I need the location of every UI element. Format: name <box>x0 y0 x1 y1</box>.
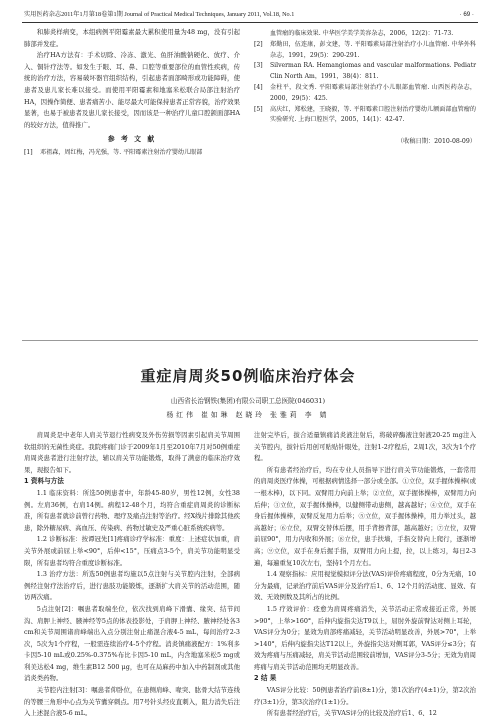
reference-item <box>254 61 476 83</box>
paragraph: 和肺炎样病变，本组病例平阳霉素最大累积使用量为48 mg，没有引起肺部并发症。 <box>24 28 240 48</box>
section-heading: 1 资料与方法 <box>24 477 64 486</box>
reference-text: 高庆红，郑松建，王晓毅，等. 平阳霉素口腔注射治疗婴幼儿额面部血管瘤的实验研究. 上海口腔医学，2005，14(1)：42-47. <box>270 105 476 124</box>
article-column-right <box>254 430 476 718</box>
reference-text: 郑勤田，伍连康，彭文建，等. 平阳霉素局部注射治疗小儿血管瘤. 中华外科杂志，1991，29(5)：290-291. <box>270 40 476 59</box>
reference-number <box>254 29 270 40</box>
previous-article-column-left <box>24 27 240 159</box>
affiliation: 山西省长治钢铁(集团)有限公司职工总医院(046031) <box>170 397 326 405</box>
paragraph: 1.2 诊断标准：按谭冠先[1]疼痛诊疗学标准：重度：上述症状加重，肩关节外展或前屈上举<90°，后伸<15°，压痛点3-5个，肩关节功能明显受限，所有患者均符合重度诊断标准。 <box>24 535 240 567</box>
reference-number: [4] <box>254 83 263 91</box>
intro-paragraph: 肩周炎是中老年人肩关节退行性病变及外伤劳损等因素引起肩关节周围软组织的无菌性炎症。我院疼痛门诊于2009年1月至2010年7月对50例重症肩周炎患者进行注射疗法，辅以肩关节功能锻炼，取得了满意的临床治疗效果，现报告如下。 <box>24 431 240 474</box>
reference-number: [2] <box>254 40 263 48</box>
reference-number: [5] <box>254 105 263 113</box>
reference-item <box>254 40 476 62</box>
article-divider <box>22 340 478 341</box>
section-heading: 2 结 果 <box>254 674 277 683</box>
reference-text: Silverman RA. Hemangiomas and vascular malformations. Pediatr Clin North Am，1991，38(4)：811. <box>270 62 476 81</box>
reference-number: [3] <box>254 62 263 70</box>
paragraph: VAS评分比较：50例患者治疗前(8±1)分，第1次治疗(4±1)分，第2次治疗(3±1)分，第3次治疗(1±1)分。 <box>254 686 476 706</box>
paragraph: 5点注射[2]：嘱患者取端坐位，依次找到肩峰下滑囊、缘突、结节间沟、肩胛上神经、腋神经等5点的体表投影处，于肩胛上神经、腋神经处各3 cm和关节周围诸肩峰端出入点分别注射止痛混合液4-5 mL，每间治疗2-3次，5次为1个疗程，一般需连续治疗4-5个疗程。消炎镇痛液配方：1%利多卡因5-10 mL或0.25%-0.375%布比卡因5-10 mL，内含地塞米松5 mg或利美达松4 mg，维生素B12 500 μg，也可在局麻药中加入中药制剂或其他消炎类药物。 <box>24 604 240 683</box>
reference-item <box>254 105 476 127</box>
reference-text: 邓祖森，周红梅，冯光强，等. 平阳霉素注射治疗婴幼儿眼部 <box>40 148 203 156</box>
running-header <box>22 8 478 23</box>
received-date: （收稿日期：2010-08-09） <box>397 138 476 146</box>
reference-number: [1] <box>24 148 33 156</box>
references-heading: 参 考 文 献 <box>107 135 157 144</box>
article-column-left <box>24 430 240 718</box>
page-number: · 69 · <box>459 11 474 18</box>
previous-article-column-right <box>254 29 476 148</box>
paragraph: 注射完毕后，拔合适量镇痛消炎液注射后，将破碎酶液注射液20-25 mg注入关节腔内，拔针后用创可贴贴针眼处，注射1-2疗程后，2周1次，3次为1个疗程。 <box>254 431 476 463</box>
paragraph: 治疗HA方法有：手术切除、冷冻、激光、鱼肝油酸钠硬化、放疗、介入、铜针疗法等。如发生于眼、耳、鼻、口腔等重要部位的血管性疾病，传统的治疗方法，容易破坏器官组织结构，引起患者面部畸形或功能障碍，使患者及患儿家长难以接受。而使用平阳霉素和地塞米松联合局部注射治疗HA，因操作简便、患者痛苦小、能尽最大可能保持患者正常容貌，治疗效果显著，也易于被患者及患儿家长接受，因而该是一种治疗儿童口腔颌面部HA的较好方法，值得推广。 <box>24 51 240 129</box>
paragraph: 1.4 观察指标：应用视觉模拟评分法(VAS)评价疼痛程度，0分为无痛，10分为最痛，记录治疗前后VAS评分及治疗后1、6、12个月的活动度、显效、有效、无效例数及其所占的比例。 <box>254 570 476 602</box>
paragraph: 1.3 治疗方法：所选50例患者均施以5点注射与关节腔内注射，全部病例经注射疗法治疗后，进行患肢功能锻炼，逐渐扩大肩关节的活动范围，随访两次痛。 <box>24 570 240 602</box>
paragraph: 所有患者经治疗后，关节VAS评分的比较及治疗后1、6、12 <box>266 709 437 718</box>
reference-item <box>24 148 240 159</box>
paragraph: 1.5 疗效评价：痊愈为肩周疼痛消失，关节活动正常或接近正常，外展>90°，上举>160°，后伸内旋指尖达T9以上，屈肘外旋前臂达对侧上耳轮，VAS评分为0分；显效为肩部疼痛减轻，关节活动明显改善，外展>70°，上举>140°，后伸内旋指尖达T12以上，外旋指尖达对侧耳郭，VAS评分≤3分；有效为疼痛与压痛减轻，肩关节活动范围较前增加，VAS评分3-5分；无效为肩周疼痛与肩关节活动范围均无明显改善。 <box>254 604 476 671</box>
authors: 杨红伟 崔如琳 赵晓玲 张雅莉 李 婧 <box>166 411 330 419</box>
reference-item <box>254 83 476 105</box>
paragraph: 关节腔内注射[3]：嘱患者仰卧位，在患侧肩峰、喙突、肱骨大结节连线的等腰三角形中心点为关节囊穿刺点。用7号针头经皮直刺入，阻力消失后注入上述混合液5-6 mL。 <box>24 686 240 718</box>
reference-text: 血管瘤的临床效果. 中华医学美学美容杂志，2006，12(2)：71-73. <box>270 30 454 37</box>
reference-item <box>254 29 476 40</box>
paragraph: 1.1 临床资料：所选50例患者中，年龄45-80岁，男性12例，女性38例。左肩36例，右肩14例。病程12-48个月，均符合重症肩周炎的诊断标准，所有患者就诊前曾行药物、理疗及痛点注射等治疗。经X线片排除其他疾患，除外糖尿病、高血压、传染病、药物过敏史及严重心脏系统疾病等。 <box>24 488 240 532</box>
paragraph: 所有患者经治疗后，均在专业人员指导下进行肩关节功能锻炼，一套常用的肩周炎医疗体操，可根据病情选择一部分或全部。①立位，双手握体操棒(或一根木棒)，以下同。双臂用力向前上举；②立位，双手握体操棒，双臂用力向后伸；③立位，双手握体操棒，以健侧带动患侧，越高越好；④立位，双手在身后握体操棒，双臂反复用力后举；⑤立位，双手握体操棒，用力举过头，越高越好；⑥立位，双臂交替体后摆，用手背擦背部，越高越好；⑦立位，双臂前屈90°，用力内收和外展；⑧立位，患手扶墙，手指交替向上爬行，逐渐增高；⑨立位，双手在身后握手指，双臂用力向上提，拉，以上练习，每日2-3遍，每遍重复10次左右，坚持1个月左右。 <box>254 465 476 567</box>
article-title: 重症肩周炎50例临床治疗体会 <box>140 367 356 385</box>
journal-header: 实用医药杂志2011年1月第18卷第1期 Journal of Practical Medical Techniques, January 2011, Vol.18, No.1 <box>24 11 295 18</box>
reference-text: 金柱平，段文秀. 平阳霉素局部注射治疗小儿眼部血管瘤. 山西医药杂志，2000，29(5)：425. <box>270 83 476 102</box>
